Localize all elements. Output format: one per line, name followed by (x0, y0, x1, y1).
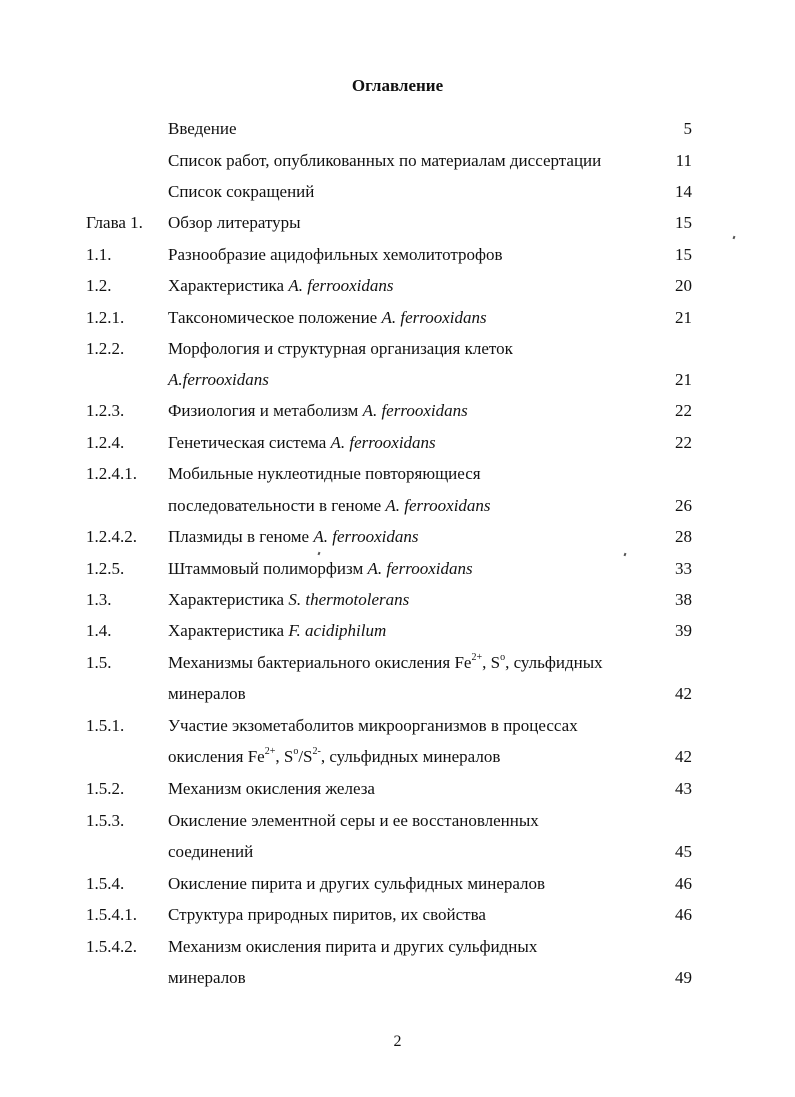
toc-title: Характеристика S. thermotolerans (168, 590, 410, 609)
toc-title: Механизм окисления железа (168, 779, 375, 798)
toc-entry (0, 149, 795, 173)
toc-title: Структура природных пиритов, их свойства (168, 905, 486, 924)
toc-page: 49 (675, 968, 692, 987)
toc-title: A.ferrooxidans (168, 370, 269, 389)
toc-page: 33 (675, 559, 692, 578)
toc-entry (0, 211, 795, 235)
toc-entry (0, 809, 795, 833)
toc-title: Разнообразие ацидофильных хемолитотрофов (168, 245, 503, 264)
toc-entry (0, 557, 795, 581)
toc-title: Список работ, опубликованных по материалам диссертации (168, 151, 602, 170)
toc-page: 22 (675, 401, 692, 420)
toc-page: 46 (675, 905, 692, 924)
toc-page: 43 (675, 779, 692, 798)
toc-page: 11 (675, 151, 692, 170)
toc-title: Окисление элементной серы и ее восстановленных (168, 811, 539, 830)
toc-title: последовательности в геноме A. ferrooxidans (168, 496, 491, 515)
toc-entry (0, 903, 795, 927)
toc-page: 42 (675, 684, 692, 703)
toc-number: 1.2.2. (86, 339, 125, 358)
toc-title: Обзор литературы (168, 213, 301, 232)
toc-page: 15 (675, 213, 692, 232)
toc-title: Штаммовый полиморфизм A. ferrooxidans (168, 559, 473, 578)
toc-number: 1.3. (86, 590, 112, 609)
toc-number: 1.5.2. (86, 779, 125, 798)
toc-entry-continuation (0, 368, 795, 392)
toc-title: минералов (168, 684, 246, 703)
toc-page: 28 (675, 527, 692, 546)
toc-entry-continuation (0, 745, 795, 769)
toc-page: 15 (675, 245, 692, 264)
toc-title: Механизм окисления пирита и других сульфидных (168, 937, 538, 956)
toc-entry (0, 431, 795, 455)
toc-title: Характеристика F. acidiphilum (168, 621, 387, 640)
toc-entry (0, 243, 795, 267)
toc-number: 1.5.1. (86, 716, 125, 735)
toc-entry-continuation (0, 682, 795, 706)
toc-page: 46 (675, 874, 692, 893)
toc-page: 21 (675, 308, 692, 327)
toc-title: Окисление пирита и других сульфидных минералов (168, 874, 546, 893)
toc-page: 21 (675, 370, 692, 389)
toc-entry (0, 777, 795, 801)
toc-title: Физиология и метаболизм A. ferrooxidans (168, 401, 468, 420)
toc-number: 1.5.3. (86, 811, 125, 830)
toc-page: 20 (675, 276, 692, 295)
toc-title: Мобильные нуклеотидные повторяющиеся (168, 464, 481, 483)
toc-number: 1.5.4.2. (86, 937, 137, 956)
toc-title: Введение (168, 119, 237, 138)
toc-number: 1.1. (86, 245, 112, 264)
toc-entry (0, 274, 795, 298)
toc-number: 1.5.4. (86, 874, 125, 893)
toc-page: 45 (675, 842, 692, 861)
toc-number: 1.4. (86, 621, 112, 640)
toc-entry (0, 651, 795, 675)
toc-entry (0, 588, 795, 612)
toc-title: Таксономическое положение A. ferrooxidans (168, 308, 487, 327)
toc-entry (0, 337, 795, 361)
toc-title: Генетическая система A. ferrooxidans (168, 433, 436, 452)
toc-page: 42 (675, 747, 692, 766)
toc-entry (0, 619, 795, 643)
toc-page: 39 (675, 621, 692, 640)
toc-title: соединений (168, 842, 254, 861)
toc-title: Характеристика A. ferrooxidans (168, 276, 394, 295)
toc-entry (0, 462, 795, 486)
page-title: Оглавление (351, 76, 444, 95)
toc-number: 1.2.1. (86, 308, 125, 327)
toc-title: Список сокращений (168, 182, 315, 201)
toc-entry (0, 117, 795, 141)
toc-title: минералов (168, 968, 246, 987)
toc-entry-continuation (0, 966, 795, 990)
toc-entry-continuation (0, 840, 795, 864)
toc-title: Механизмы бактериального окисления $Fe^{2+}$, $S^o$, сульфидных (168, 652, 603, 672)
toc-entry (0, 306, 795, 330)
toc-title: Морфология и структурная организация клеток (168, 339, 513, 358)
toc-page: 26 (675, 496, 692, 515)
toc-number: Глава 1. (86, 213, 143, 232)
toc-number: 1.2. (86, 276, 112, 295)
toc-title: окисления $Fe^{2+}$, $S^o/S^{2-}$, сульфидных минералов (168, 746, 501, 766)
toc-number: 1.2.4.2. (86, 527, 137, 546)
toc-page: 22 (675, 433, 692, 452)
toc-number: 1.5. (86, 653, 112, 672)
toc-entry (0, 935, 795, 959)
toc-entry (0, 714, 795, 738)
toc-entry (0, 525, 795, 549)
toc-title: Плазмиды в геноме A. ferrooxidans (168, 527, 419, 546)
toc-page: 38 (675, 590, 692, 609)
toc-entry (0, 180, 795, 204)
toc-page: 14 (675, 182, 692, 201)
toc-number: 1.5.4.1. (86, 905, 137, 924)
toc-title: Участие экзометаболитов микроорганизмов в процессах (168, 716, 578, 735)
toc-number: 1.2.4. (86, 433, 125, 452)
toc-number: 1.2.3. (86, 401, 125, 420)
toc-page: 5 (683, 119, 692, 138)
toc-entry-continuation (0, 494, 795, 518)
toc-number: 1.2.4.1. (86, 464, 137, 483)
toc-entry (0, 872, 795, 896)
page-number: 2 (393, 1033, 402, 1050)
toc-number: 1.2.5. (86, 559, 125, 578)
toc-entry (0, 399, 795, 423)
